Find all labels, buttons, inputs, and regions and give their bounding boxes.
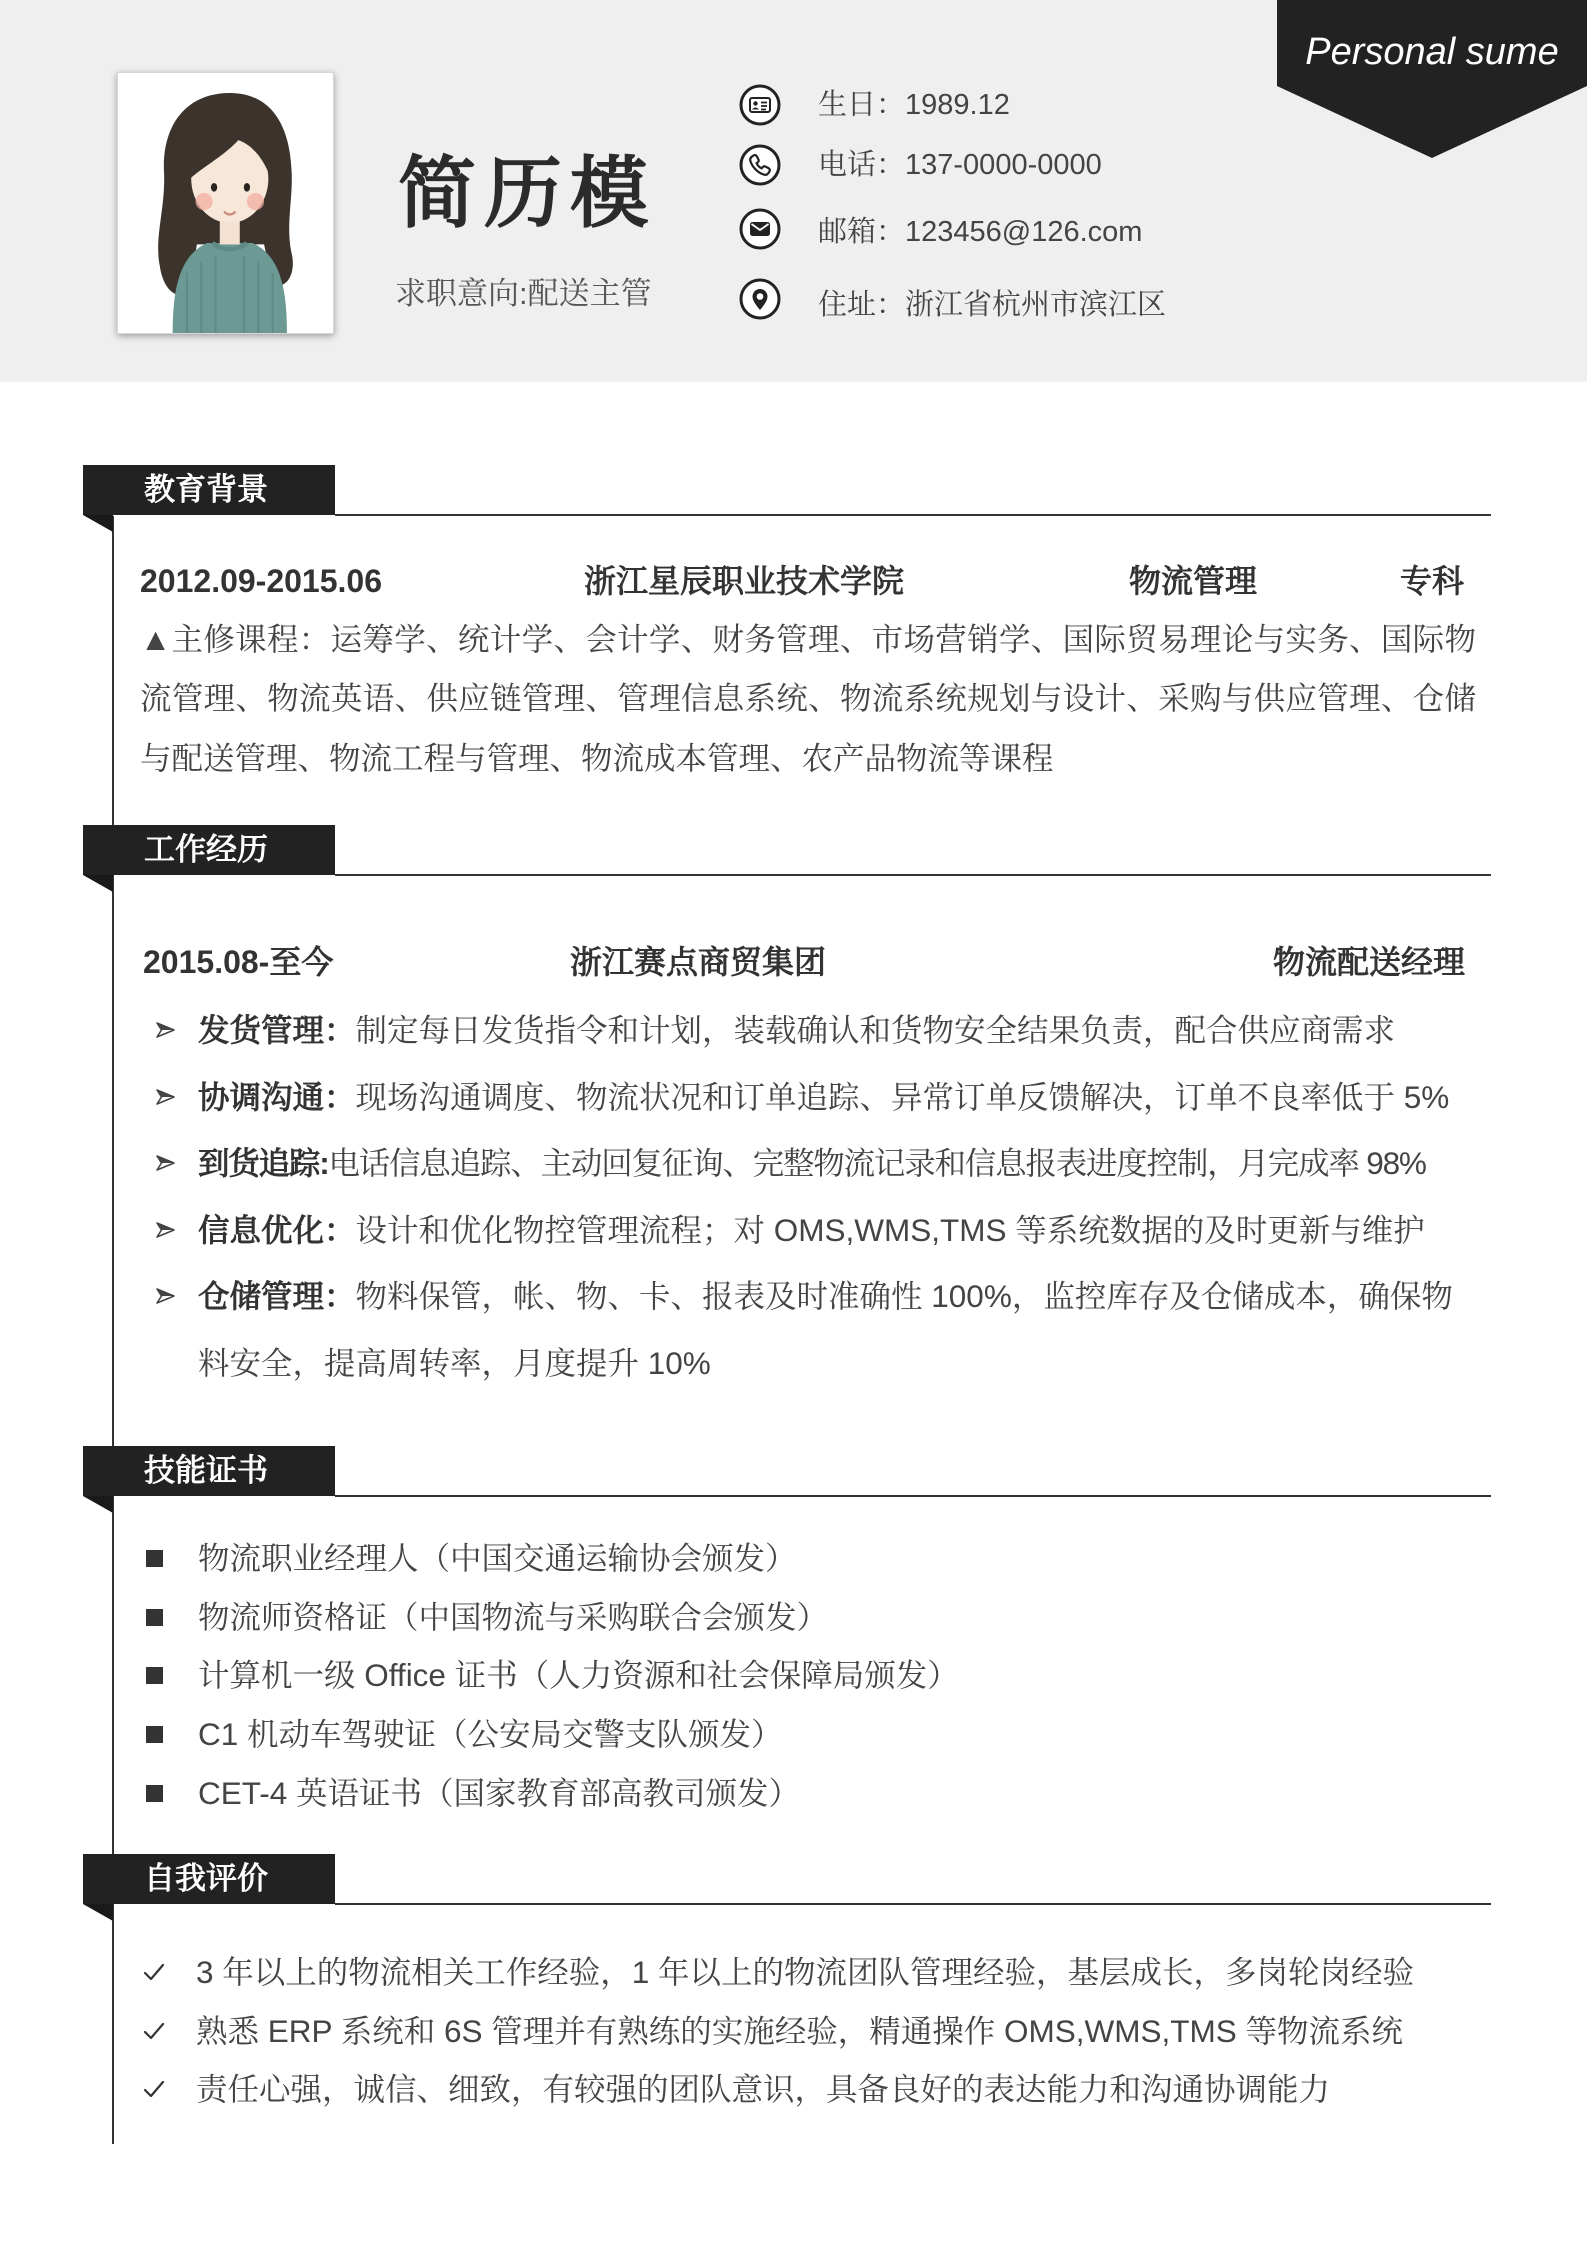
- arrow-bullet-icon: [155, 1286, 177, 1306]
- certificate-text: C1 机动车驾驶证（公安局交警支队颁发）: [198, 1716, 783, 1753]
- duty-item: [155, 1130, 1463, 1197]
- education-courses: ▲主修课程：运筹学、统计学、会计学、财务管理、市场营销学、国际贸易理论与实务、国际物流管理、物流英语、供应链管理、管理信息系统、物流系统规划与设计、采购与供应管理、仓储与配送管理、物流工程与管理、物流成本管理、农产品物流等课程: [140, 621, 1476, 776]
- arrow-bullet-icon: [155, 1020, 177, 1040]
- duty-text: 制定每日发货指令和计划，装载确认和货物安全结果负责，配合供应商需求: [355, 1012, 1396, 1048]
- square-bullet-icon: [146, 1550, 163, 1567]
- duty-label: 信息优化：: [198, 1211, 356, 1248]
- duty-list: [155, 997, 1463, 1397]
- education-row: [0, 556, 1587, 606]
- section-divider: [335, 1903, 1491, 1905]
- checkmark-icon: [143, 2021, 165, 2041]
- work-row: [0, 937, 1587, 987]
- square-bullet-icon: [146, 1667, 163, 1684]
- duty-label: 协调沟通：: [198, 1078, 356, 1115]
- certificate-item: [145, 1646, 1475, 1705]
- section-divider: [335, 514, 1491, 516]
- work-period: 2015.08-至今: [143, 944, 334, 980]
- duty-item: [155, 1064, 1463, 1131]
- section-title-education: 教育背景: [83, 465, 335, 515]
- self-evaluation-item: [143, 1943, 1483, 2002]
- duty-item: [155, 1197, 1463, 1264]
- education-school: 浙江星辰职业技术学院: [584, 563, 905, 599]
- duty-item: [155, 997, 1463, 1064]
- job-intention: 求职意向:配送主管: [395, 276, 652, 311]
- work-position: 物流配送经理: [1272, 944, 1465, 980]
- arrow-bullet-icon: [155, 1220, 177, 1240]
- contact-value: 123456@126.com: [905, 216, 1143, 248]
- section-title-self-evaluation: 自我评价: [83, 1854, 335, 1904]
- envelope-icon: [738, 207, 782, 251]
- contact-value: 浙江省杭州市滨江区: [905, 289, 1167, 321]
- certificate-item: [145, 1529, 1475, 1588]
- certificate-item: [145, 1764, 1475, 1823]
- corner-ribbon-label: Personal sume: [1305, 31, 1559, 73]
- phone-icon: [738, 143, 782, 187]
- self-evaluation-item: [143, 2002, 1483, 2061]
- self-evaluation-item: [143, 2060, 1483, 2119]
- avatar-icon: [118, 73, 333, 333]
- square-bullet-icon: [146, 1609, 163, 1626]
- certificate-item: [145, 1705, 1475, 1764]
- square-bullet-icon: [146, 1785, 163, 1802]
- profile-photo: [117, 72, 334, 334]
- contact-label: 邮箱：: [818, 216, 906, 248]
- duty-text: 物料保管，帐、物、卡、报表及时准确性 100%，监控库存及仓储成本，确保物料安全，提高周转率，月度提升 10%: [198, 1278, 1453, 1381]
- ribbon-fold: [83, 515, 113, 532]
- self-evaluation-text: 熟悉 ERP 系统和 6S 管理并有熟练的实施经验，精通操作 OMS,WMS,TMS 等物流系统: [196, 2012, 1403, 2049]
- duty-text: 现场沟通调度、物流状况和订单追踪、异常订单反馈解决，订单不良率低于 5%: [355, 1078, 1450, 1115]
- education-degree: 专科: [1400, 563, 1465, 599]
- certificate-text: 物流师资格证（中国物流与采购联合会颁发）: [198, 1598, 829, 1635]
- ribbon-fold: [83, 1904, 113, 1921]
- contact-birthday: [818, 83, 1010, 127]
- arrow-bullet-icon: [155, 1153, 177, 1173]
- resume-name: 简历模: [398, 149, 657, 237]
- self-evaluation-text: 3 年以上的物流相关工作经验，1 年以上的物流团队管理经验，基层成长，多岗轮岗经验: [196, 1954, 1415, 1990]
- square-bullet-icon: [146, 1726, 163, 1743]
- section-divider: [335, 1495, 1491, 1497]
- checkmark-icon: [143, 2079, 165, 2099]
- section-divider: [335, 874, 1491, 876]
- section-title-skills: 技能证书: [83, 1446, 335, 1496]
- certificate-list: [145, 1529, 1475, 1823]
- id-card-icon: [738, 83, 782, 127]
- education-period: 2012.09-2015.06: [140, 563, 382, 599]
- self-evaluation-list: [143, 1943, 1483, 2119]
- contact-phone: [818, 143, 1102, 187]
- certificate-item: [145, 1588, 1475, 1647]
- duty-item: [155, 1263, 1463, 1396]
- contact-address: [818, 283, 1166, 327]
- certificate-text: 计算机一级 Office 证书（人力资源和社会保障局颁发）: [198, 1657, 959, 1694]
- duty-label: 到货追踪:: [198, 1145, 329, 1182]
- arrow-bullet-icon: [155, 1087, 177, 1107]
- contact-label: 住址：: [818, 289, 906, 321]
- checkmark-icon: [143, 1962, 165, 1982]
- ribbon-fold: [83, 1496, 113, 1513]
- duty-text: 电话信息追踪、主动回复征询、完整物流记录和信息报表进度控制，月完成率 98%: [328, 1145, 1426, 1182]
- contact-label: 生日：: [818, 89, 906, 121]
- work-company: 浙江赛点商贸集团: [570, 944, 827, 980]
- contact-email: [818, 210, 1142, 254]
- contact-label: 电话：: [818, 149, 906, 181]
- ribbon-fold: [83, 875, 113, 892]
- certificate-text: 物流职业经理人（中国交通运输协会颁发）: [198, 1540, 797, 1576]
- contact-value: 1989.12: [905, 89, 1010, 121]
- location-pin-icon: [738, 277, 782, 321]
- certificate-text: CET-4 英语证书（国家教育部高教司颁发）: [198, 1774, 801, 1811]
- section-title-work: 工作经历: [83, 825, 335, 875]
- contact-value: 137-0000-0000: [905, 149, 1102, 181]
- duty-label: 发货管理：: [198, 1012, 356, 1048]
- duty-text: 设计和优化物控管理流程；对 OMS,WMS,TMS 等系统数据的及时更新与维护: [355, 1211, 1425, 1248]
- duty-label: 仓储管理：: [198, 1278, 356, 1315]
- self-evaluation-text: 责任心强，诚信、细致，有较强的团队意识，具备良好的表达能力和沟通协调能力: [196, 2071, 1331, 2108]
- education-major: 物流管理: [1129, 563, 1258, 599]
